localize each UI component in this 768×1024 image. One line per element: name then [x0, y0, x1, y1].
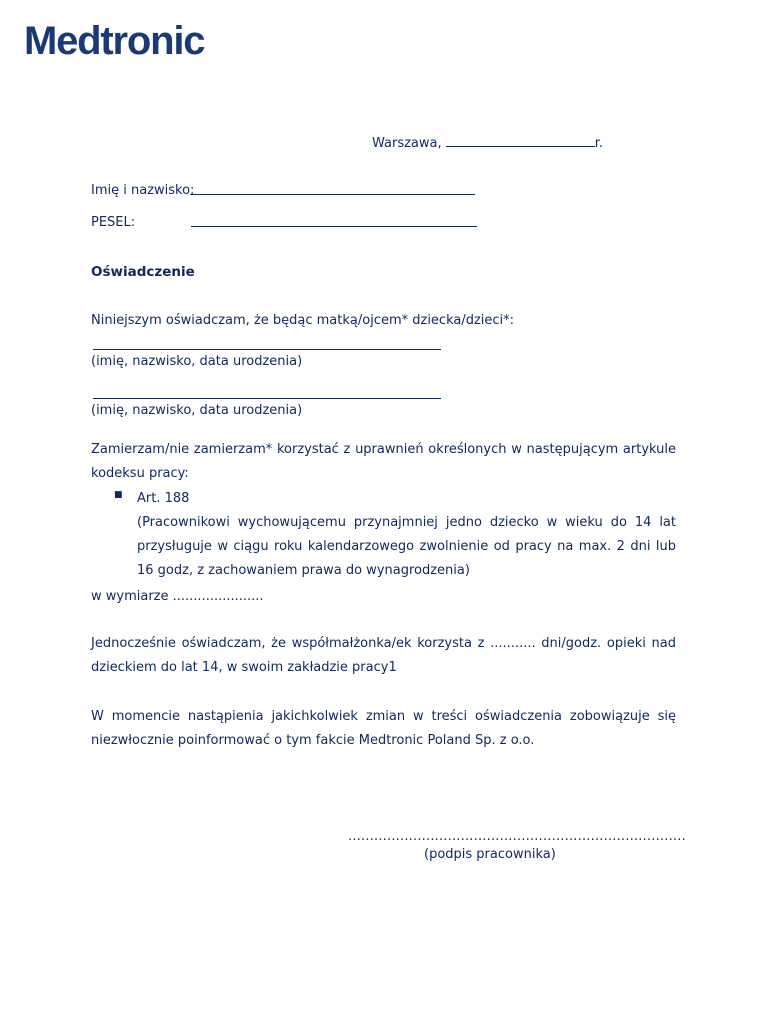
date-blank-line [446, 135, 595, 147]
child-1-blank-line [93, 338, 441, 350]
name-blank-line [190, 183, 475, 195]
amount-line: w wymiarze ...................... [91, 589, 264, 604]
pesel-label: PESEL: [91, 215, 136, 230]
notify-paragraph: W momencie nastąpienia jakichkolwiek zmian w treści oświadczenia zobowiązuje się niezwłocznie poinformować o tym fakcie Medtronic Poland Sp. z o.o. [91, 709, 676, 748]
name-label: Imię i nazwisko: [91, 183, 195, 198]
document-title: Oświadczenie [91, 264, 195, 280]
signature-line: .............................................................................. [348, 829, 686, 844]
child-2-blank-line [93, 387, 441, 399]
place-city: Warszawa, [372, 136, 442, 151]
intro-text: Niniejszym oświadczam, że będąc matką/ojcem* dziecka/dzieci*: [91, 313, 515, 328]
child-2-caption: (imię, nazwisko, data urodzenia) [91, 403, 303, 418]
article-number: Art. 188 [137, 491, 190, 506]
signature-caption: (podpis pracownika) [424, 847, 556, 862]
article-description: (Pracownikowi wychowującemu przynajmniej jedno dziecko w wieku do 14 lat przysługuje w ciągu roku kalendarzowego zwolnienie od pracy na max. 2 dni lub 16 godz, z zachowaniem prawa do wynagrodzenia) [137, 515, 676, 578]
child-1-caption: (imię, nazwisko, data urodzenia) [91, 354, 303, 369]
medtronic-logo: Medtronic [24, 19, 205, 63]
date-suffix: r. [594, 136, 604, 151]
bullet-icon: ■ [114, 490, 123, 500]
place-date [372, 135, 603, 152]
intent-paragraph: Zamierzam/nie zamierzam* korzystać z uprawnień określonych w następującym artykule kodeksu pracy: [91, 442, 676, 481]
pesel-blank-line [191, 215, 477, 227]
spouse-paragraph: Jednocześnie oświadczam, że współmałżonka/ek korzysta z ........... dni/godz. opieki nad dzieckiem do lat 14, w swoim zakładzie pracy1 [91, 636, 676, 675]
